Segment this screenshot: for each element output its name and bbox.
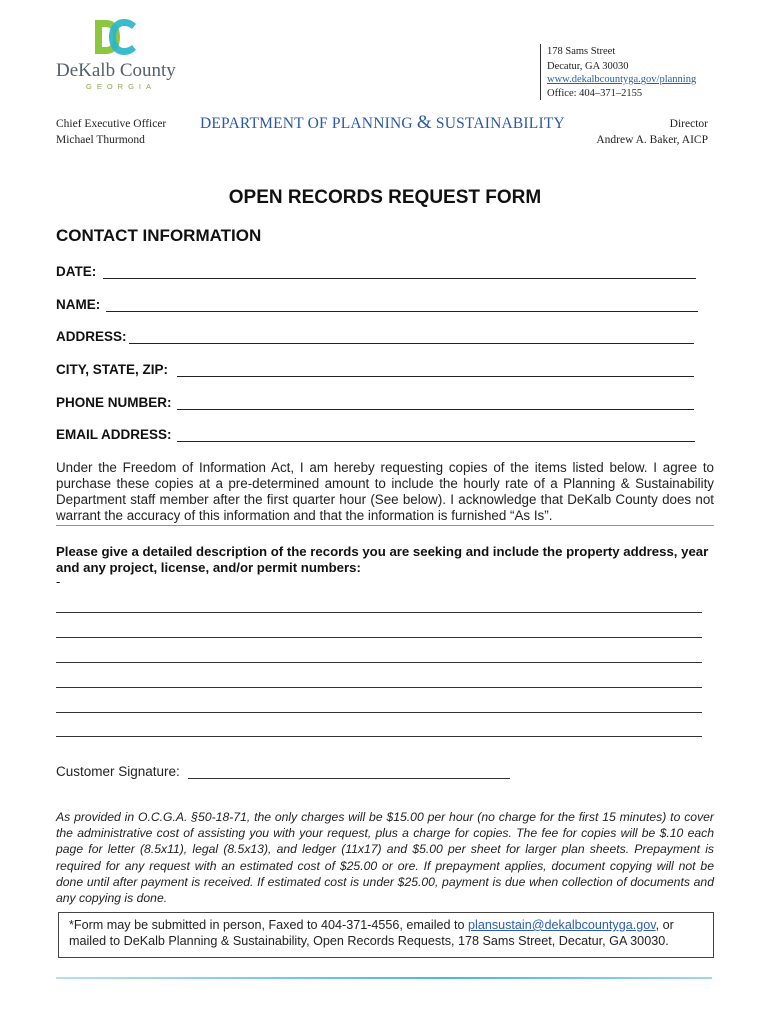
address-phone: Office: 404–371–2155 xyxy=(547,88,643,99)
field-label-name: NAME: xyxy=(56,297,101,312)
name-field[interactable] xyxy=(106,311,698,312)
section-title-contact: CONTACT INFORMATION xyxy=(56,226,262,245)
department-title-part2: SUSTAINABILITY xyxy=(431,115,565,132)
foia-paragraph-text: Under the Freedom of Information Act, I am hereby requesting copies of the items listed below. I agree to purchase these copies at a pre-determined amount to include the hourly rate of a Planning & Sustainability Department staff member after the first quarter hour (See below). I acknowledge that DeKalb County does not warrant the accuracy of this information and that the information is furnished “As Is”. xyxy=(56,460,714,523)
dekalb-logo-icon xyxy=(92,18,138,56)
ceo-name: Michael Thurmond xyxy=(56,134,145,146)
logo-name: DeKalb County xyxy=(56,60,176,81)
description-line[interactable] xyxy=(56,637,702,638)
date-field[interactable] xyxy=(103,278,696,279)
department-title-part1: DEPARTMENT OF PLANNING xyxy=(200,115,417,132)
ceo-title: Chief Executive Officer xyxy=(56,118,167,130)
signature-field[interactable] xyxy=(188,778,510,779)
address-divider xyxy=(540,44,541,100)
description-line[interactable] xyxy=(56,662,702,663)
city-state-zip-field[interactable] xyxy=(177,376,694,377)
logo-subtitle: GEORGIA xyxy=(86,82,157,91)
description-line[interactable] xyxy=(56,687,702,688)
description-line[interactable] xyxy=(56,712,702,713)
foia-paragraph xyxy=(56,460,714,524)
form-title: OPEN RECORDS REQUEST FORM xyxy=(228,187,542,208)
description-prompt: Please give a detailed description of the records you are seeking and include the property address, year and any project, license, and/or permit numbers: xyxy=(56,544,709,575)
department-title-amp: & xyxy=(416,112,432,133)
field-label-address: ADDRESS: xyxy=(56,329,127,344)
department-title xyxy=(200,112,565,134)
director-name: Andrew A. Baker, AICP xyxy=(596,134,708,146)
field-label-email: EMAIL ADDRESS: xyxy=(56,427,172,442)
section-divider xyxy=(56,525,714,526)
signature-label: Customer Signature: xyxy=(56,764,180,779)
field-label-phone: PHONE NUMBER: xyxy=(56,395,172,410)
legal-paragraph: As provided in O.C.G.A. §50-18-71, the only charges will be $15.00 per hour (no charge for the first 15 minutes) to cover the administrative cost of assisting you with your request, plus a charge for copies. The fee for copies will be $.10 each page for letter (8.5x11), legal (8.5x13), and ledger (11x17) and $5.00 per sheet for larger plan sheets. Prepayment is required for any request with an estimated cost of $25.00 or ore. If prepayment applies, document copying will not be done until after payment is received. If estimated cost is under $25.00, payment is due when collection of documents and any copying is done. xyxy=(56,810,714,906)
submission-note-box xyxy=(58,912,714,958)
director-title: Director xyxy=(669,118,708,130)
footer-rule xyxy=(56,977,712,979)
address-street: 178 Sams Street xyxy=(547,46,616,57)
description-dash: - xyxy=(56,574,61,589)
address-city: Decatur, GA 30030 xyxy=(547,61,629,72)
email-address-field[interactable] xyxy=(177,441,695,442)
phone-number-field[interactable] xyxy=(177,409,694,410)
note-email-link[interactable]: plansustain@dekalbcountyga.gov xyxy=(468,918,656,932)
note-suffix: , or mailed to DeKalb Planning & Sustainability, Open Records Requests, 178 Sams Street, Decatur, GA 30030. xyxy=(69,918,674,948)
address-website-link[interactable]: www.dekalbcountyga.gov/planning xyxy=(547,74,697,85)
description-line[interactable] xyxy=(56,612,702,613)
field-label-city-state-zip: CITY, STATE, ZIP: xyxy=(56,362,169,377)
address-field[interactable] xyxy=(129,343,694,344)
field-label-date: DATE: xyxy=(56,264,97,279)
note-prefix: *Form may be submitted in person, Faxed to 404-371-4556, emailed to xyxy=(69,918,469,932)
description-line[interactable] xyxy=(56,736,702,737)
